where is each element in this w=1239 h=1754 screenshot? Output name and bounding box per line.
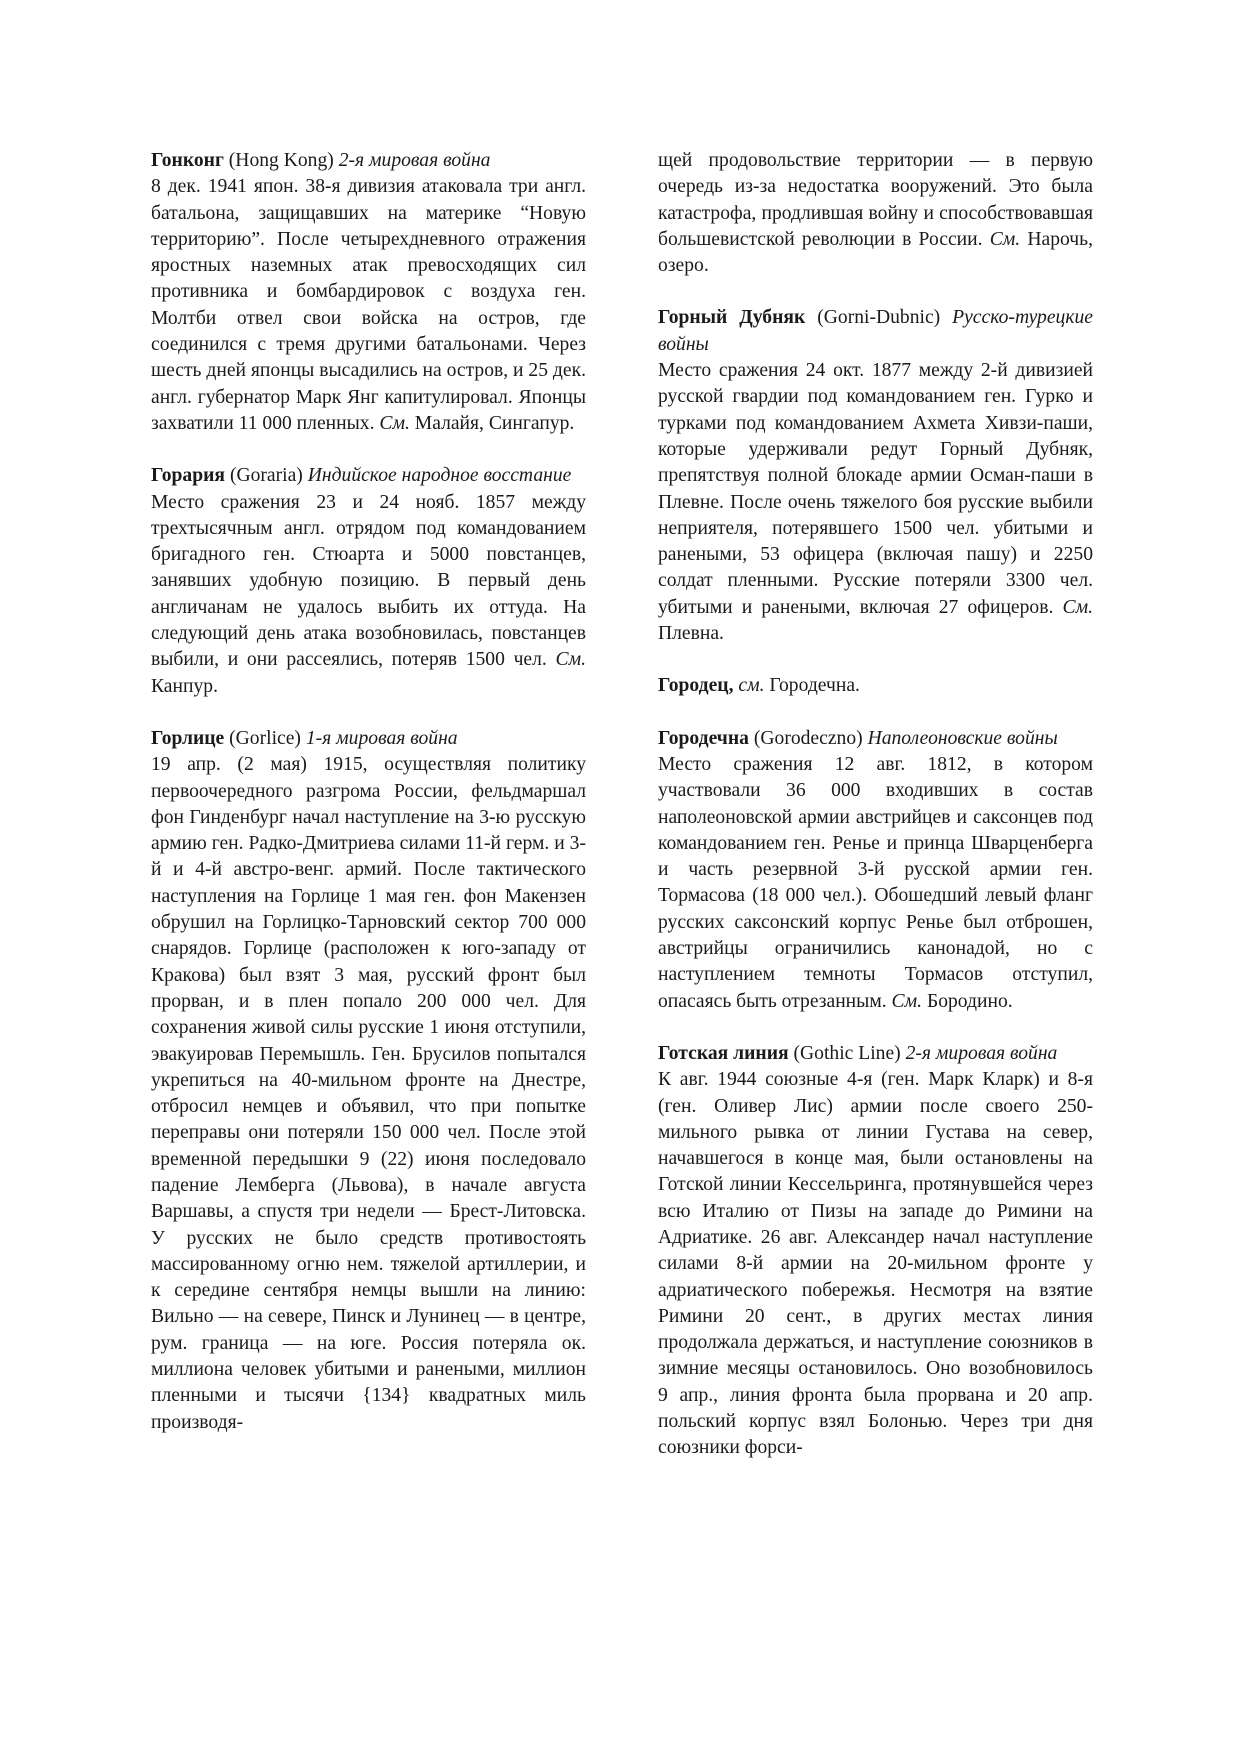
entry-heading bbox=[151, 463, 586, 489]
entry-war: 2-я мировая война bbox=[905, 1042, 1058, 1064]
entry-war: 2-я мировая война bbox=[338, 150, 491, 171]
entry-gotskaya-liniya bbox=[658, 1041, 1093, 1462]
see-label: См. bbox=[1062, 596, 1093, 618]
right-column bbox=[658, 148, 1093, 1488]
see-label: см. bbox=[738, 675, 765, 697]
see-reference: Нарочь, озеро. bbox=[658, 228, 1093, 277]
see-reference: Городечна. bbox=[769, 675, 860, 697]
entry-heading bbox=[151, 148, 586, 174]
entry-war: 1-я мировая война bbox=[305, 727, 458, 749]
see-reference: Плевна. bbox=[658, 623, 724, 645]
entry-gorny-dubnyak bbox=[658, 305, 1093, 647]
entry-gorlice-continued bbox=[658, 148, 1093, 279]
entry-original-name: (Hong Kong) bbox=[228, 150, 334, 171]
entry-text: Место сражения 24 окт. 1877 между 2-й дивизией русской гвардии под командованием ген. Гурко и турками под командованием Ахмета Хивзи-паши, которые удерживали редут Горный Дубняк, препятствуя полной блокаде армии Осман-паши в Плевне. После очень тяжелого боя русские выбили неприятеля, потерявшего 1500 чел. убитыми и ранеными, 53 офицера (включая пашу) и 2250 солдат пленными. Русские потеряли 3300 чел. убитыми и ранеными, включая 27 офицеров. bbox=[658, 360, 1093, 618]
entry-text: Место сражения 23 и 24 нояб. 1857 между трехтысячным англ. отрядом под командованием бригадного ген. Стюарта и 5000 повстанцев, занявших удобную позицию. В первый день англичанам не удалось выбить их оттуда. На следующий день атака возобновилась, повстанцев выбили, и они рассеялись, потеряв 1500 чел. bbox=[151, 491, 586, 671]
see-reference: Малайя, Сингапур. bbox=[414, 412, 575, 434]
entry-original-name: (Gothic Line) bbox=[793, 1042, 901, 1064]
entry-original-name: (Goraria) bbox=[229, 465, 303, 487]
entry-body bbox=[151, 752, 586, 1436]
entry-term: Готская линия bbox=[658, 1042, 789, 1064]
entry-text: К авг. 1944 союзные 4-я (ген. Марк Кларк) и 8-я (ген. Оливер Лис) армии после своего 250-мильного рывка от линии Густава на север, начавшегося в конце мая, были остановлены на Готской линии Кессельринга, протянувшейся через всю Италию от Пизы на западе до Римини на Адриатике. 26 авг. Александер начал наступление силами 8-й армии на 20-мильном фронте у адриатического побережья. Несмотря на взятие Римини 20 сент., в других местах линия продолжала держаться, и наступление союзников в зимние месяцы остановилось. Оно возобновилось 9 апр., линия фронта была прорвана и 20 апр. польский корпус взял Болонью. Через три дня союзники форси- bbox=[658, 1069, 1093, 1459]
entry-gonkong bbox=[151, 148, 586, 437]
entry-text: Место сражения 12 авг. 1812, в котором участвовали 36 000 входивших в состав наполеоновской армии австрийцев и саксонцев под командованием ген. Ренье и принца Шварценберга и часть резервной 3-й русской армии ген. Тормасова (18 000 чел.). Обошедший левый фланг русских саксонский корпус Ренье был отброшен, австрийцы ограничились канонадой, но с наступлением темноты Тормасов отступил, опасаясь быть отрезанным. bbox=[658, 753, 1093, 1012]
entry-heading bbox=[658, 726, 1093, 752]
entry-text: 19 апр. (2 мая) 1915, осуществляя политику первоочередного разгрома России, фельдмаршал фон Гинденбург начал наступление на 3-ю русскую армию ген. Радко-Дмитриева силами 11-й герм. и 3-й и 4-й австро-венг. армий. После тактического наступления на Горлице 1 мая ген. фон Макензен обрушил на Горлицко-Тарновский сектор 700 000 снарядов. Горлице (расположен к юго-западу от Кракова) был взят 3 мая, русский фронт был прорван, и в плен попало 200 000 чел. Для сохранения живой силы русские 1 июня отступили, эвакуировав Перемышль. Ген. Брусилов попытался укрепиться на 40-мильном фронте на Днестре, отбросил немцев и объявил, что при попытке переправы они потеряли 150 000 чел. После этой временной передышки 9 (22) июня последовало падение Лемберга (Львова), в начале августа Варшавы, а спустя три недели — Брест-Литовска. У русских не было средств противостоять массированному огню нем. тяжелой артиллерии, и к середине сентября немцы вышли на линию: Вильно — на севере, Пинск и Лунинец — в центре, рум. граница — на юге. Россия потеряла ок. миллиона человек убитыми и ранеными, миллион пленными и тысячи {134} квадратных миль производя- bbox=[151, 754, 586, 1433]
entry-heading bbox=[658, 305, 1093, 358]
entry-gorodechna bbox=[658, 726, 1093, 1015]
see-label: См. bbox=[555, 649, 586, 671]
entry-war: Индийское народное восстание bbox=[307, 465, 572, 487]
entry-body bbox=[658, 752, 1093, 1015]
entry-original-name: (Gorodeczno) bbox=[753, 727, 863, 749]
entry-body bbox=[658, 1067, 1093, 1461]
see-reference: Канпур. bbox=[151, 675, 218, 697]
entry-term: Гонконг bbox=[151, 150, 224, 171]
entry-term: Горный Дубняк bbox=[658, 307, 806, 329]
see-label: См. bbox=[379, 412, 410, 434]
entry-body bbox=[658, 358, 1093, 647]
entry-body bbox=[658, 148, 1093, 279]
entry-heading bbox=[658, 673, 1093, 699]
entry-term: Горария bbox=[151, 465, 226, 487]
entry-term: Горлице bbox=[151, 727, 225, 749]
entry-term: Городечна bbox=[658, 727, 749, 749]
see-label: См. bbox=[891, 990, 923, 1012]
entry-term: Городец, bbox=[658, 675, 734, 697]
entry-body bbox=[151, 490, 586, 700]
entry-heading bbox=[658, 1041, 1093, 1067]
see-label: См. bbox=[989, 228, 1021, 250]
entry-text: 8 дек. 1941 япон. 38-я дивизия атаковала три англ. батальона, защищавших на материке “Новую территорию”. После четырехдневного отражения яростных наземных атак превосходящих сил противника и бомбардировок с воздуха ген. Молтби отвел свои войска на остров, где соединился с тремя другими батальонами. Через шесть дней японцы высадились на остров, и 25 дек. англ. губернатор Марк Янг капитулировал. Японцы захватили 11 000 пленных. bbox=[151, 176, 586, 434]
entry-heading bbox=[151, 726, 586, 752]
entry-text: щей продовольствие территории — в первую очередь из-за недостатка вооружений. Это была катастрофа, продлившая войну и способствовавшая большевистской революции в России. bbox=[658, 150, 1093, 250]
see-reference: Бородино. bbox=[926, 990, 1013, 1012]
left-column bbox=[151, 148, 586, 1462]
entry-goraria bbox=[151, 463, 586, 700]
entry-gorodets bbox=[658, 673, 1093, 699]
entry-gorlice bbox=[151, 726, 586, 1436]
entry-body bbox=[151, 174, 586, 437]
entry-original-name: (Gorlice) bbox=[229, 727, 301, 749]
entry-war: Наполеоновские войны bbox=[867, 727, 1058, 749]
entry-war: Русско-турецкие войны bbox=[658, 307, 1093, 355]
entry-original-name: (Gorni-Dubnic) bbox=[817, 307, 941, 329]
